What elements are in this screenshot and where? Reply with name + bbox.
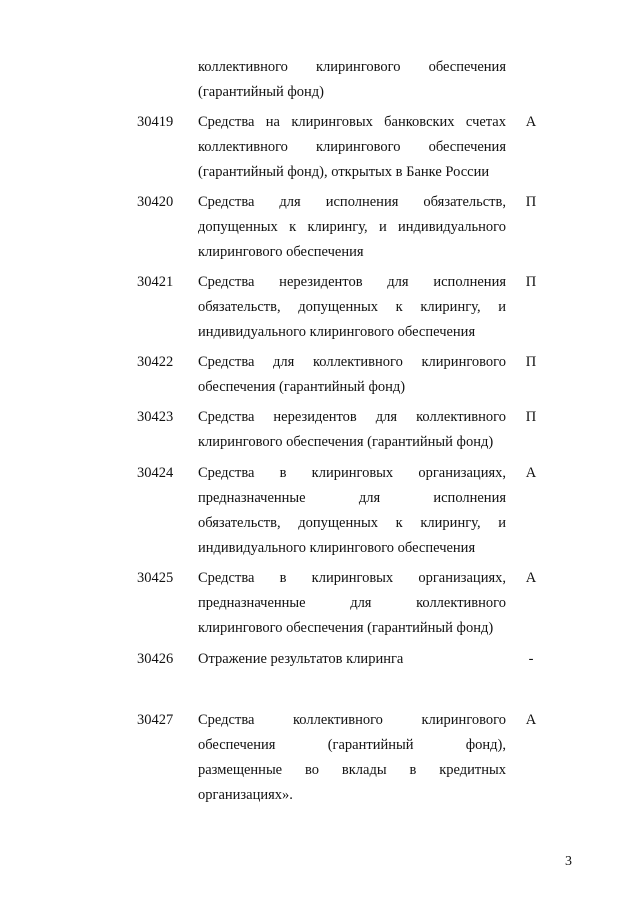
account-description-line: Средства на клиринговых банковских счетах (198, 114, 506, 130)
account-type: П (525, 409, 537, 425)
account-type: П (525, 274, 537, 290)
account-description-line: клирингового обеспечения (гарантийный фонд) (198, 434, 494, 450)
account-code: 30425 (137, 570, 174, 586)
account-code: 30419 (137, 114, 174, 130)
account-description-line: коллективного клирингового обеспечения (198, 139, 506, 155)
account-type: А (525, 465, 537, 481)
account-description-line: обязательств, допущенных к клирингу, и (198, 299, 506, 315)
account-description-line: организациях». (198, 787, 293, 803)
account-description-line: Средства в клиринговых организациях, (198, 570, 506, 586)
account-description-line: предназначенные для коллективного (198, 595, 506, 611)
account-description-line: допущенных к клирингу, и индивидуального (198, 219, 506, 235)
account-description-line: размещенные во вклады в кредитных (198, 762, 506, 778)
account-description-line: предназначенные для исполнения (198, 490, 506, 506)
account-type: П (525, 354, 537, 370)
account-code: 30421 (137, 274, 174, 290)
account-type: - (528, 651, 534, 667)
account-code: 30422 (137, 354, 174, 370)
account-type: А (525, 570, 537, 586)
account-description-line: обязательств, допущенных к клирингу, и (198, 515, 506, 531)
account-type: П (525, 194, 537, 210)
account-description-line: индивидуального клирингового обеспечения (198, 540, 476, 556)
account-code: 30423 (137, 409, 174, 425)
continuation-line: (гарантийный фонд) (198, 84, 325, 100)
account-description-line: обеспечения (гарантийный фонд), (198, 737, 506, 753)
account-description-line: Средства для исполнения обязательств, (198, 194, 506, 210)
account-description-line: Средства нерезидентов для исполнения (198, 274, 506, 290)
account-description-line: Средства для коллективного клирингового (198, 354, 506, 370)
account-description-line: индивидуального клирингового обеспечения (198, 324, 476, 340)
account-description-line: Отражение результатов клиринга (198, 651, 404, 667)
account-description-line: клирингового обеспечения (гарантийный фонд) (198, 620, 494, 636)
continuation-line: коллективного клирингового обеспечения (198, 59, 506, 75)
account-code: 30426 (137, 651, 174, 667)
account-description-line: обеспечения (гарантийный фонд) (198, 379, 406, 395)
account-description-line: (гарантийный фонд), открытых в Банке России (198, 164, 490, 180)
account-description-line: Средства нерезидентов для коллективного (198, 409, 506, 425)
account-code: 30420 (137, 194, 174, 210)
account-code: 30427 (137, 712, 174, 728)
account-description-line: Средства коллективного клирингового (198, 712, 506, 728)
account-type: А (525, 712, 537, 728)
account-description-line: клирингового обеспечения (198, 244, 364, 260)
account-description-line: Средства в клиринговых организациях, (198, 465, 506, 481)
account-code: 30424 (137, 465, 174, 481)
page-number: 3 (565, 854, 572, 869)
account-type: А (525, 114, 537, 130)
